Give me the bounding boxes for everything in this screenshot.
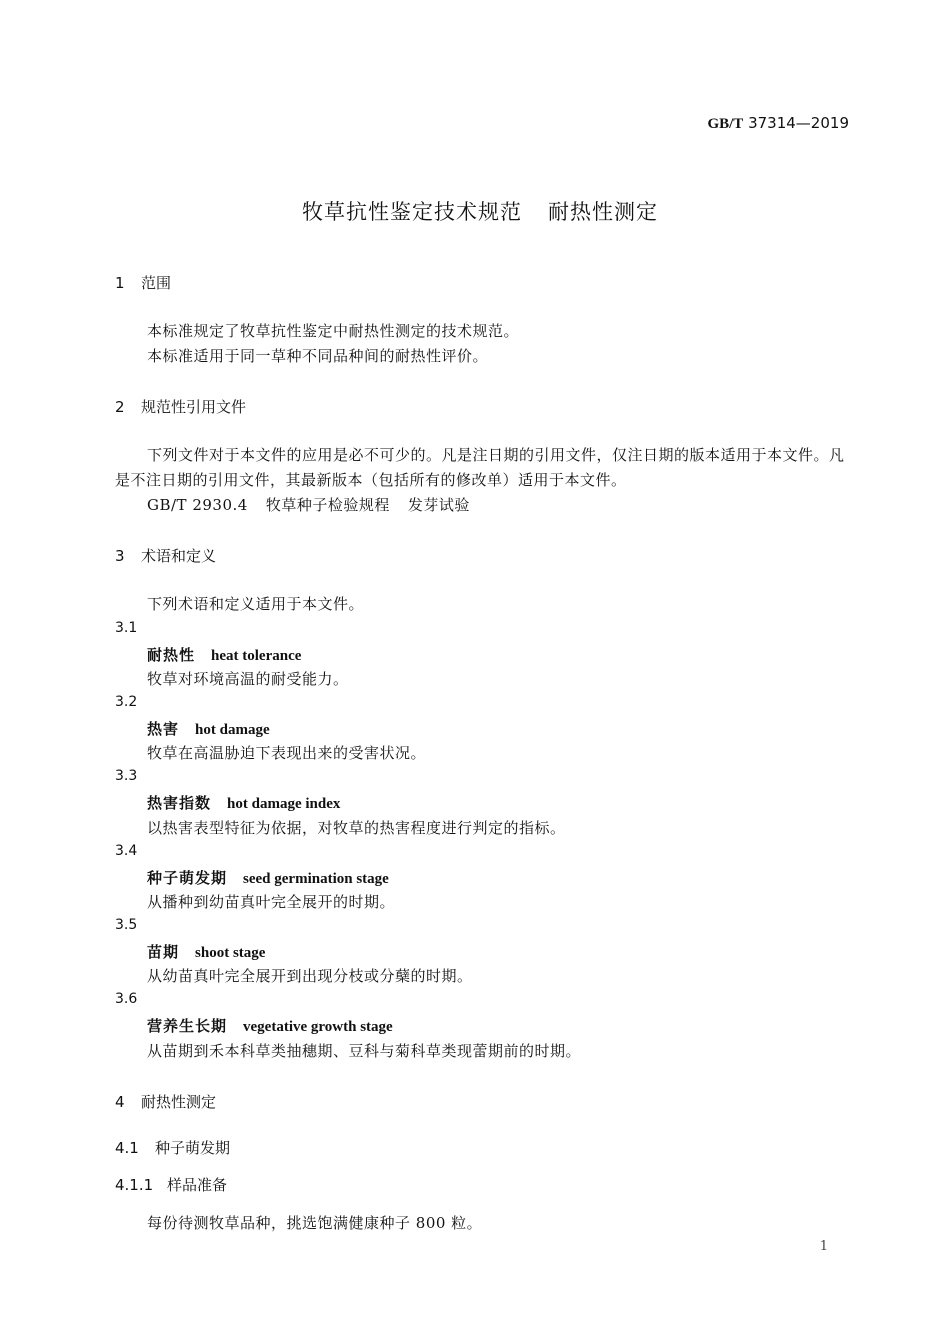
section-number: 2: [115, 398, 125, 416]
standard-header: [707, 114, 849, 133]
term-definition: 从苗期到禾本科草类抽穗期、豆科与菊科草类现蕾期前的时期。: [147, 1042, 582, 1060]
term-definition: 牧草在高温胁迫下表现出来的受害状况。: [147, 744, 427, 762]
title-main: 牧草抗性鉴定技术规范: [302, 200, 522, 224]
subsection-number: 4.1: [115, 1139, 139, 1157]
section-title: 规范性引用文件: [141, 398, 247, 416]
term-english: shoot stage: [195, 945, 266, 961]
subsection-title: 样品准备: [167, 1176, 228, 1194]
term-definition: 从幼苗真叶完全展开到出现分枝或分蘖的时期。: [147, 967, 473, 985]
section-2-paragraph: [115, 443, 850, 493]
term-number: 3.2: [115, 694, 138, 710]
section-3-heading: [115, 545, 216, 566]
subsection-number: 4.1.1: [115, 1176, 154, 1194]
term-english: hot damage: [195, 722, 270, 738]
term-english: vegetative growth stage: [243, 1019, 393, 1035]
term-chinese: 苗期: [147, 943, 180, 961]
section-title: 术语和定义: [141, 547, 217, 565]
reference-title: 牧草种子检验规程: [265, 496, 390, 514]
term-chinese: 营养生长期: [147, 1017, 228, 1035]
term-chinese: 种子萌发期: [147, 869, 228, 887]
term-number: 3.4: [115, 843, 138, 859]
page-title: [0, 196, 950, 226]
term-name: [147, 1015, 393, 1036]
term-name: [147, 867, 389, 888]
normative-references-text: 下列文件对于本文件的应用是必不可少的。凡是注日期的引用文件，仅注日期的版本适用于本文件。凡是不注日期的引用文件，其最新版本（包括所有的修改单）适用于本文件。: [115, 446, 845, 489]
term-chinese: 热害: [147, 720, 180, 738]
term-chinese: 热害指数: [147, 794, 212, 812]
term-definition: 牧草对环境高温的耐受能力。: [147, 670, 349, 688]
term-name: [147, 644, 301, 665]
section-number: 4: [115, 1093, 125, 1111]
section-1-heading: [115, 272, 171, 293]
term-number: 3.6: [115, 991, 138, 1007]
subsection-4-1-1-heading: [115, 1174, 227, 1195]
section-1-paragraph-2: 本标准适用于同一草种不同品种间的耐热性评价。: [147, 347, 489, 365]
section-3-intro: 下列术语和定义适用于本文件。: [147, 595, 365, 613]
term-english: seed germination stage: [243, 871, 389, 887]
section-2-heading: [115, 396, 246, 417]
term-number: 3.5: [115, 917, 138, 933]
section-4-paragraph: 每份待测牧草品种，挑选饱满健康种子 800 粒。: [147, 1214, 483, 1232]
reference-subtitle: 发芽试验: [407, 496, 470, 514]
standard-number: 37314—2019: [748, 114, 849, 132]
term-definition: 从播种到幼苗真叶完全展开的时期。: [147, 893, 396, 911]
term-name: [147, 941, 265, 962]
reference-entry: [147, 494, 470, 515]
section-1-paragraph-1: 本标准规定了牧草抗性鉴定中耐热性测定的技术规范。: [147, 322, 520, 340]
section-title: 范围: [141, 274, 172, 292]
page-number: 1: [819, 1239, 828, 1254]
term-english: heat tolerance: [211, 648, 302, 664]
subsection-4-1-heading: [115, 1137, 230, 1158]
section-number: 3: [115, 547, 125, 565]
term-number: 3.1: [115, 620, 138, 636]
title-sub: 耐热性测定: [548, 200, 658, 224]
term-number: 3.3: [115, 768, 138, 784]
subsection-title: 种子萌发期: [155, 1139, 231, 1157]
section-number: 1: [115, 274, 125, 292]
term-english: hot damage index: [227, 796, 341, 812]
standard-prefix: GB/T: [707, 116, 744, 132]
term-chinese: 耐热性: [147, 646, 196, 664]
term-definition: 以热害表型特征为依据，对牧草的热害程度进行判定的指标。: [147, 819, 566, 837]
section-4-heading: [115, 1091, 216, 1112]
term-name: [147, 718, 270, 739]
term-name: [147, 792, 340, 813]
section-title: 耐热性测定: [141, 1093, 217, 1111]
reference-code: GB/T 2930.4: [147, 496, 248, 514]
